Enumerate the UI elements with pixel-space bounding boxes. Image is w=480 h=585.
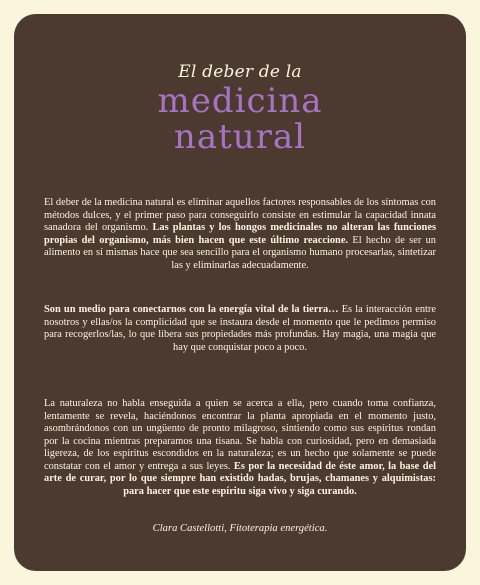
article-card	[14, 14, 466, 571]
paragraph-1	[44, 197, 436, 272]
author-signature: Clara Castellotti, Fitoterapia energética.	[152, 523, 328, 534]
paragraph-3-highlight: Es por la necesidad de éste amor, la base del arte de curar, por lo que siempre han existido hadas, brujas, chamanes y alquimistas: para hacer que este espíritu siga vivo y siga curando.	[44, 460, 437, 497]
paragraph-1-continuation: El hecho de ser un alimento en sí mismas hace que sea sencillo para el organismo humano procesarlas, sintetizar las y eliminarlas adecuadamente.	[44, 234, 436, 271]
paragraph-3	[44, 398, 436, 498]
title-prefix: El deber de la	[178, 62, 302, 82]
paragraph-2-highlight: Son un medio para conectarnos con la energía vital de la tierra…	[44, 304, 339, 315]
paragraph-3-text: La naturaleza no habla enseguida a quien se acerca a ella, pero cuando toma confianza, lentamente se revela, haciéndonos encontrar la planta apropiada en el momento justo, asombrándonos con un ungüento de pronto milagroso, sintiendo como sus espíritus rondan por la cocina mientras preparamos una tisana. Se habla con curiosidad, pero en demasiada ligereza, de los espíritus escondidos en la naturaleza; es un hecho que solamente se puede constatar con el amor y entrega a sus leyes.	[44, 398, 436, 472]
paragraph-2-text: Es la interacción entre nosotros y ellas/os la complicidad que se instaura desde el momento que le pedimos permiso para recogerlos/las, lo que libera sus propiedades más profundas. Hay magia, una magia que hay que conquistar poco a poco.	[44, 304, 436, 353]
paragraph-2	[44, 304, 436, 354]
title-line-1: medicina	[157, 81, 323, 121]
title-line-2: natural	[173, 117, 307, 157]
paragraph-1-highlight: Las plantas y los hongos medicinales no alteran las funciones propias del organismo, más bien hacen que este último reaccione.	[44, 222, 436, 246]
paragraph-1-text: El deber de la medicina natural es eliminar aquellos factores responsables de los síntomas con métodos dulces, y el primer paso para conseguirlo consiste en estimular la capacidad innata sanadora del organismo.	[44, 197, 436, 233]
